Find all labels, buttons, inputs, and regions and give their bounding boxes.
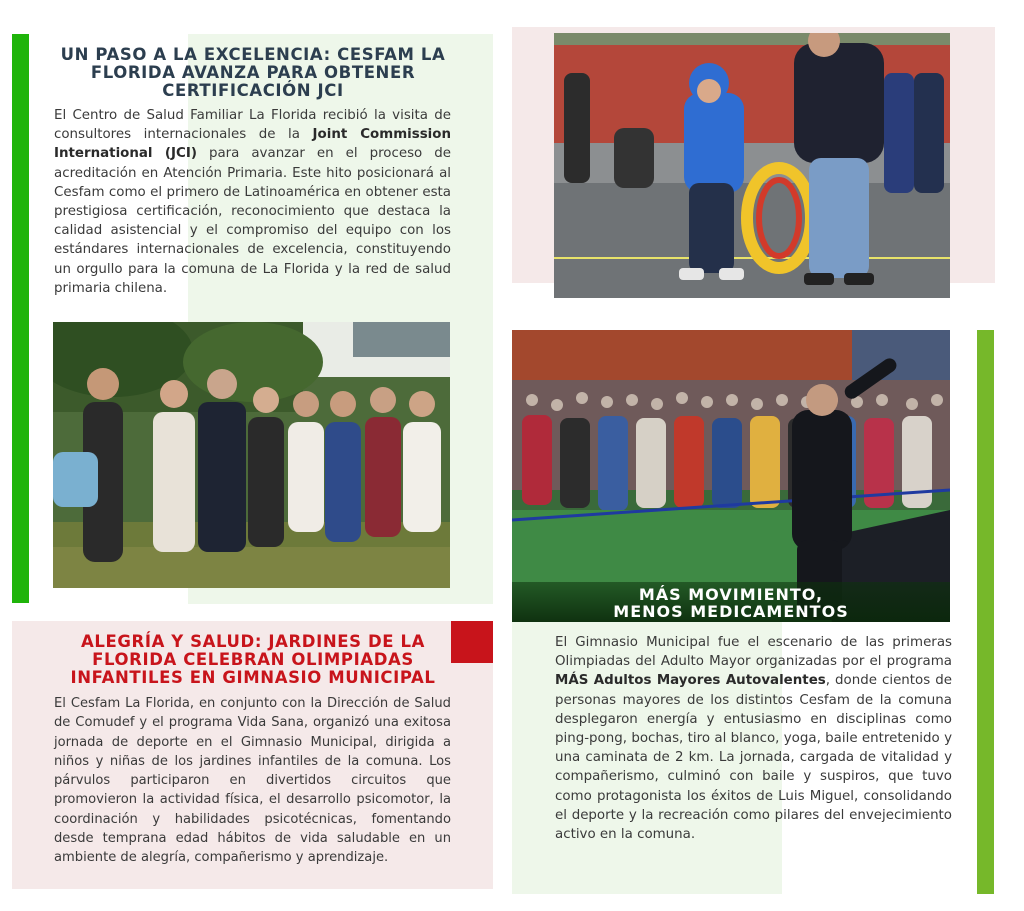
elderly-article-body: [555, 633, 952, 844]
caption-line-2: MENOS MEDICAMENTOS: [613, 602, 849, 621]
green-accent-bar-left: [12, 34, 29, 603]
caption-line-1: MÁS MOVIMIENTO,: [638, 585, 824, 604]
jci-article-body: [54, 106, 451, 298]
elderly-olympics-photo: [512, 330, 950, 622]
jci-article-title: [52, 46, 454, 100]
jci-group-photo: [53, 322, 450, 588]
olympics-title-line-3: INFANTILES EN GIMNASIO MUNICIPAL: [70, 668, 436, 687]
elderly-body-highlight: MÁS Adultos Mayores Autovalentes: [555, 673, 826, 689]
olympics-title-line-2: FLORIDA CELEBRAN OLIMPIADAS: [92, 650, 414, 669]
jci-title-line-2: FLORIDA AVANZA PARA OBTENER: [90, 63, 416, 82]
elderly-photo-caption: [512, 582, 950, 622]
jci-body-rest: para avanzar en el proceso de acreditación en Atención Primaria. Este hito posicionará al Cesfam como el primero de Latinoamérica en obtener esta prestigiosa certificación, reconocimiento que destaca la calidad asistencial y el compromiso del equipo con los estándares internacionales de excelencia, constituyendo un orgullo para la comuna de La Florida y la red de salud primaria chilena.: [54, 146, 451, 296]
elderly-body-intro: El Gimnasio Municipal fue el escenario de las primeras Olimpiadas del Adulto Mayor organizadas por el programa: [555, 635, 952, 670]
jci-body-intro: El Centro de Salud Familiar La Florida recibió la visita de consultores internacionales de la: [54, 108, 451, 143]
red-accent-square: [451, 621, 493, 663]
jci-body-highlight: Joint Commission International (JCI): [54, 127, 451, 162]
jci-title-line-1: UN PASO A LA EXCELENCIA: CESFAM LA: [60, 45, 446, 64]
olympics-article-body: El Cesfam La Florida, en conjunto con la Dirección de Salud de Comudef y el programa Vida Sana, organizó una exitosa jornada de deporte en el Gimnasio Municipal, dirigida a niños y niñas de los jardines infantiles de la comuna. Los párvulos participaron en divertidos circuitos que promovieron la actividad física, el desarrollo psicomotor, la coordinación y habilidades psicotécnicas, fomentando desde temprana edad hábitos de vida saludable en un ambiente de alegría, compañerismo y aprendizaje.: [54, 696, 451, 866]
elderly-body-rest: , donde cientos de personas mayores de los distintos Cesfam de la comuna desplegaron energía y entusiasmo en disciplinas como ping-pong, bochas, tiro al blanco, yoga, baile entretenido y una caminata de 2 km. La jornada, cargada de vitalidad y compañerismo, culminó con baile y suspiros, que tuvo como protagonista los éxitos de Luis Miguel, consolidando el deporte y la recreación como pilares del envejecimiento activo en la comuna.: [555, 673, 952, 843]
olympics-title-line-1: ALEGRÍA Y SALUD: JARDINES DE LA: [81, 632, 425, 651]
children-olympics-photo: [554, 33, 950, 298]
green-accent-bar-right: [977, 330, 994, 894]
olympics-article-title: [52, 633, 454, 687]
jci-title-line-3: CERTIFICACIÓN JCI: [162, 81, 344, 100]
